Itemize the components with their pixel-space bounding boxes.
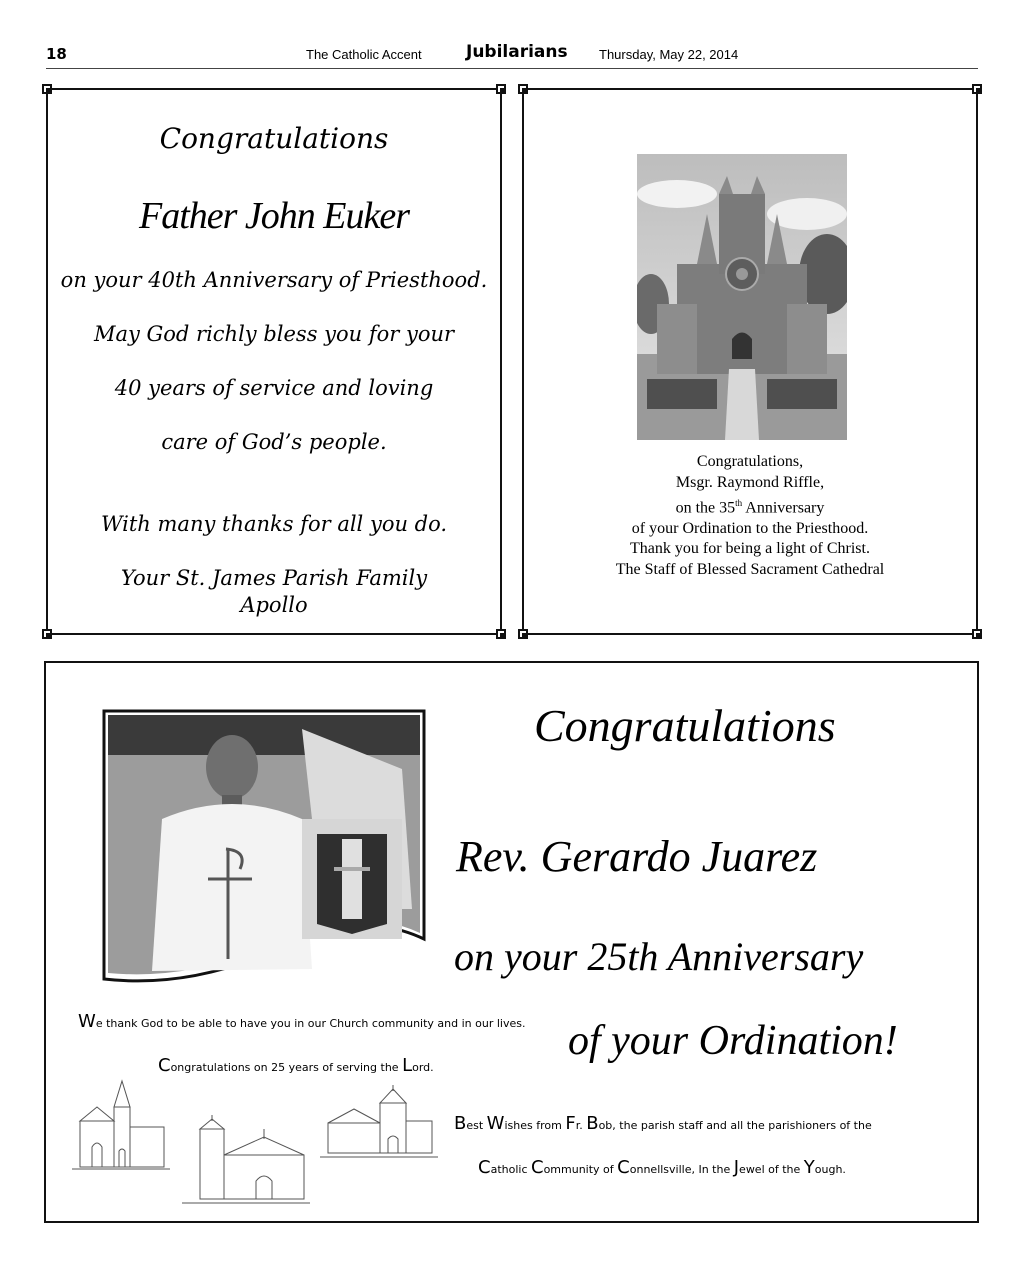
corner-ornament: [42, 629, 52, 639]
ad-text-line: Congratulations,: [696, 453, 804, 470]
church-sketch: [320, 1085, 438, 1169]
priest-photo: [102, 709, 426, 989]
issue-date: Thursday, May 22, 2014: [599, 47, 739, 62]
ad-heading: Congratulations: [159, 122, 389, 155]
ad-text-line: 40 years of service and loving: [114, 376, 434, 400]
ad-heading: Congratulations: [534, 700, 836, 751]
honoree-name: Msgr. Raymond Riffle,: [675, 473, 825, 491]
corner-ornament: [42, 84, 52, 94]
ad-text-line: Thank you for being a light of Christ.: [630, 540, 870, 558]
honoree-name: Father John Euker: [138, 195, 410, 237]
section-title: Jubilarians: [466, 42, 568, 62]
header-rule: [46, 68, 978, 69]
ad-text-line: on your 25th Anniversary: [454, 934, 864, 979]
page-number: 18: [46, 45, 67, 63]
thanks-line: We thank God to be able to have you in our Church community and in our lives.: [78, 1011, 526, 1032]
honoree-name: Rev. Gerardo Juarez: [456, 832, 818, 881]
ad-text-line: With many thanks for all you do.: [100, 512, 448, 536]
corner-ornament: [496, 629, 506, 639]
ad-signature-location: Apollo: [240, 593, 308, 617]
ad-rev-gerardo-juarez: [44, 661, 979, 1223]
ad-father-john-euker: [46, 88, 502, 635]
corner-ornament: [972, 629, 982, 639]
ad-text-line: May God richly bless you for your: [93, 322, 455, 346]
ad-text-line: on the 35th Anniversary: [675, 498, 825, 517]
corner-ornament: [518, 84, 528, 94]
ad-text-line: care of God’s people.: [161, 430, 387, 454]
wishes-line: Best Wishes from Fr. Bob, the parish staff and all the parishioners of the: [454, 1113, 872, 1134]
ad-message: [524, 452, 976, 580]
serving-line: Congratulations on 25 years of serving the Lord.: [158, 1055, 434, 1076]
church-sketch: [182, 1115, 310, 1211]
ad-text-line: on your 40th Anniversary of Priesthood.: [60, 268, 488, 292]
ad-signature: The Staff of Blessed Sacrament Cathedral: [615, 560, 885, 578]
ad-signature: Your St. James Parish Family: [120, 566, 428, 590]
cathedral-photo: [637, 154, 847, 440]
ad-text-line: of your Ordination to the Priesthood.: [631, 519, 869, 537]
ad-text-line: of your Ordination!: [568, 1018, 898, 1064]
corner-ornament: [518, 629, 528, 639]
community-line: Catholic Community of Connellsville, In the Jewel of the Yough.: [478, 1157, 846, 1178]
corner-ornament: [496, 84, 506, 94]
corner-ornament: [972, 84, 982, 94]
church-sketch: [72, 1077, 170, 1177]
ad-msgr-raymond-riffle: [522, 88, 978, 635]
publication-name: The Catholic Accent: [306, 47, 422, 62]
